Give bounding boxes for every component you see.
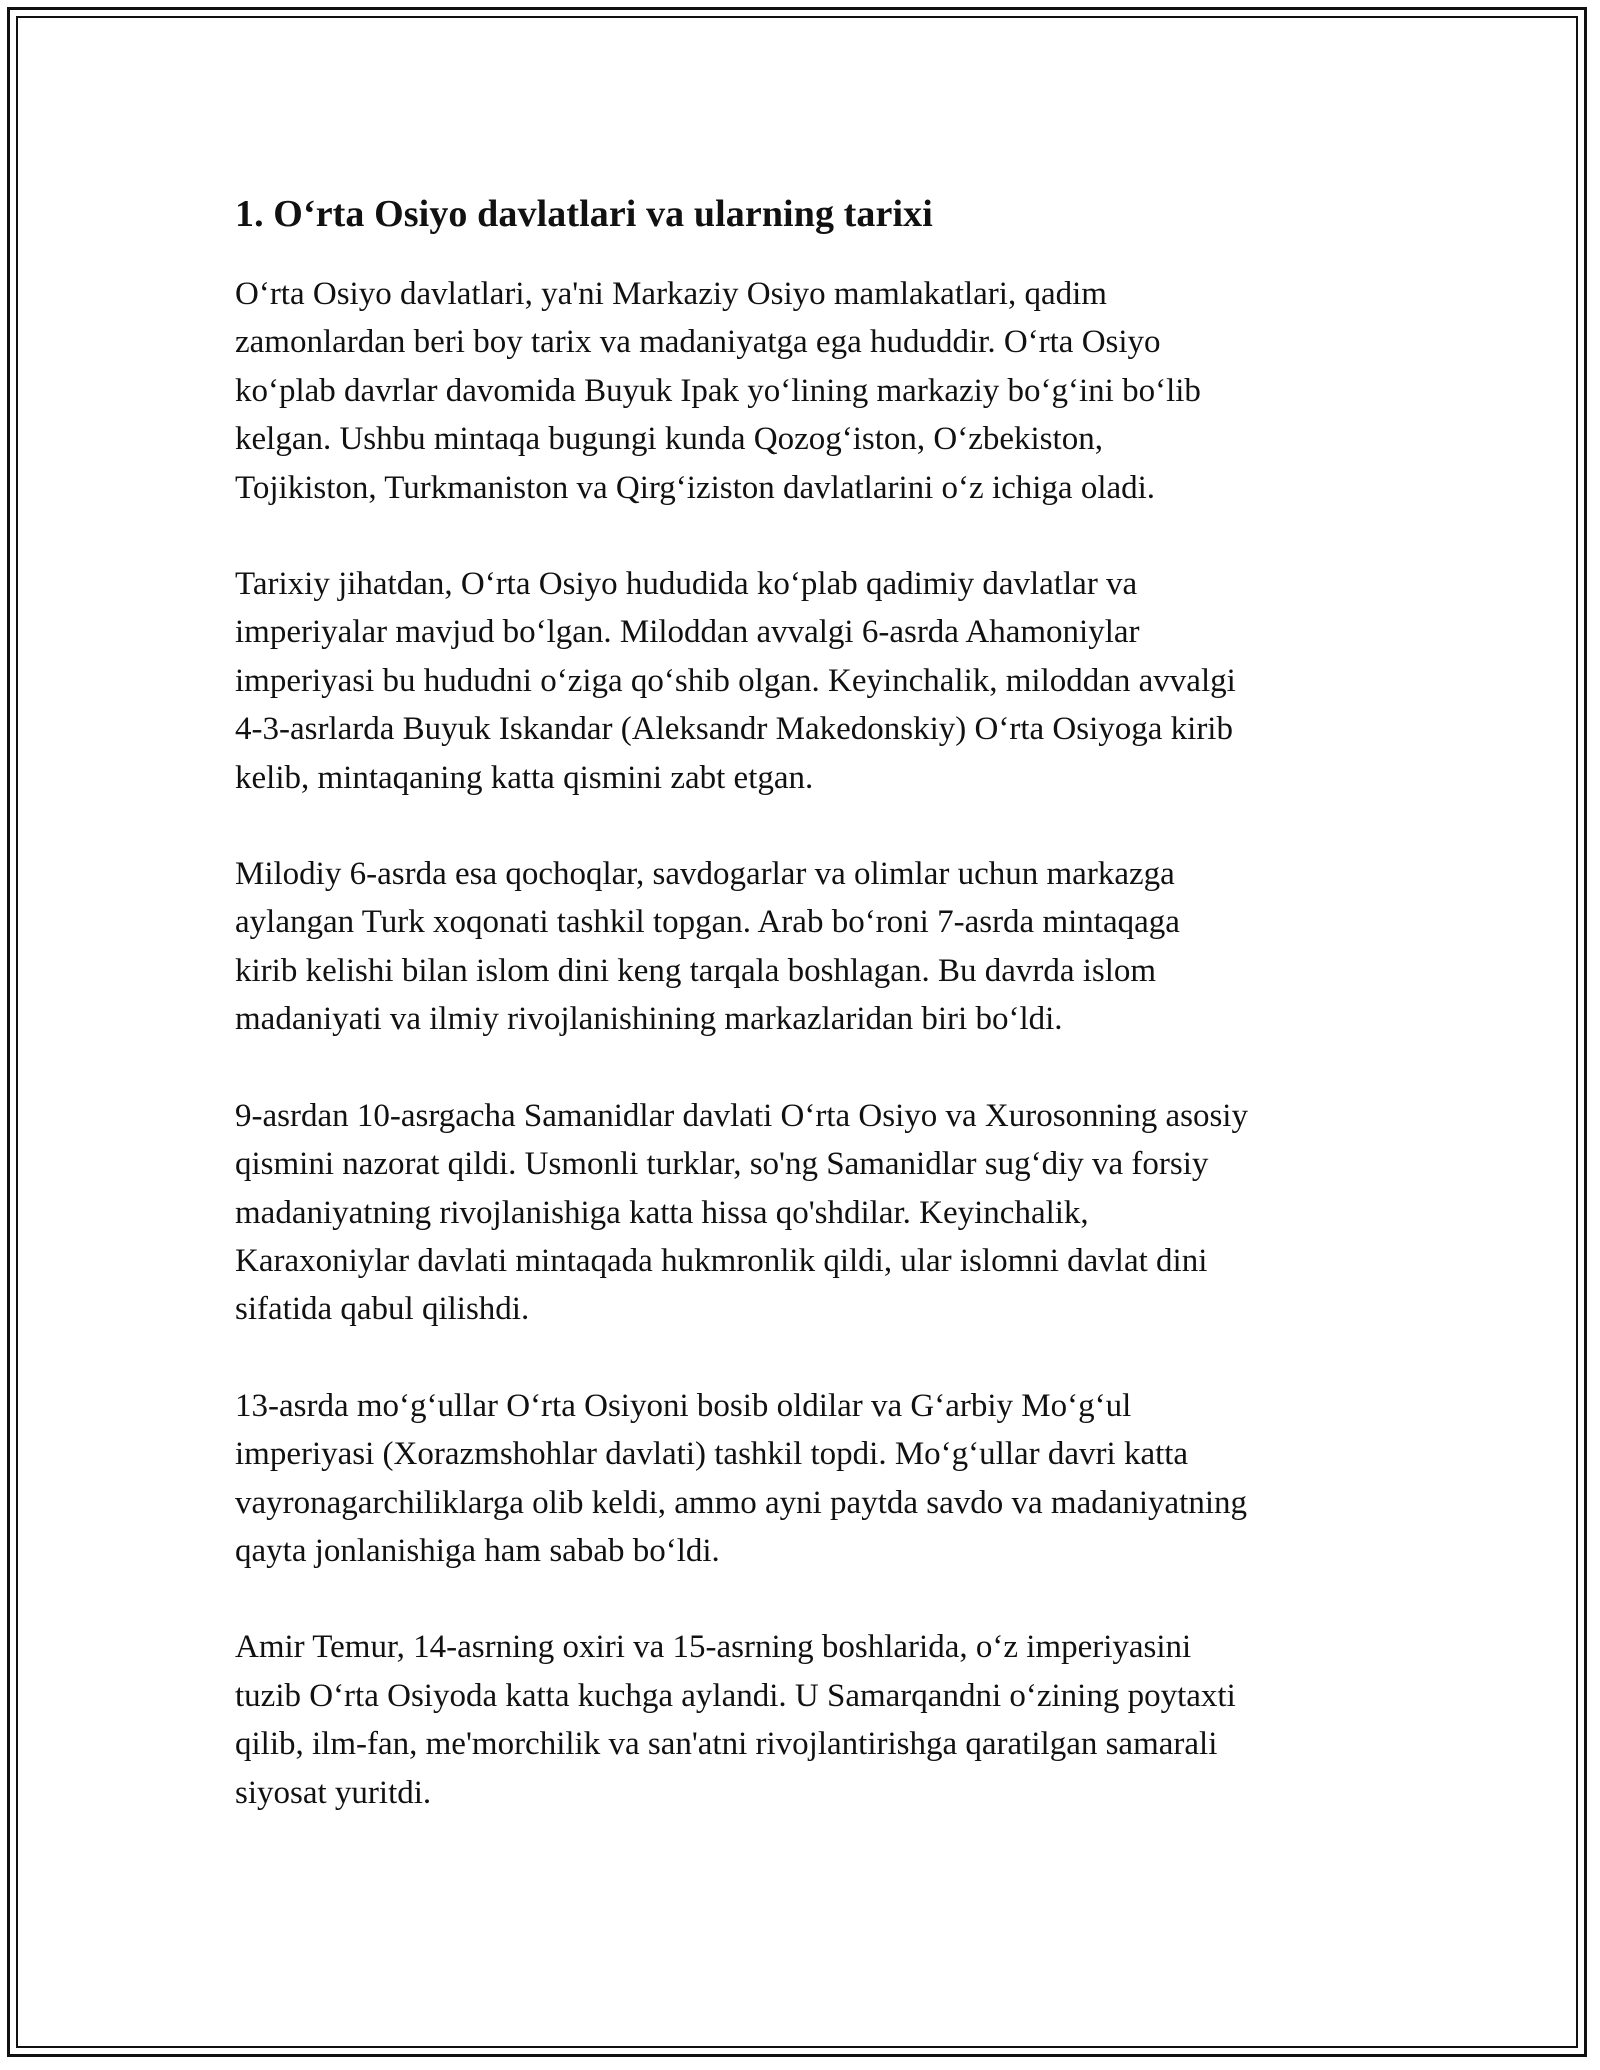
paragraph-line: madaniyati va ilmiy rivojlanishining markazlaridan biri bo‘ldi. xyxy=(235,1001,1063,1038)
paragraph-2 xyxy=(235,560,1375,802)
paragraph-1 xyxy=(235,270,1375,512)
paragraph-line: zamonlardan beri boy tarix va madaniyatga ega hududdir. O‘rta Osiyo xyxy=(235,324,1161,361)
paragraph-line: 9-asrdan 10-asrgacha Samanidlar davlati O‘rta Osiyo va Xurosonning asosiy xyxy=(235,1097,1248,1134)
paragraph-line: imperiyalar mavjud bo‘lgan. Miloddan avvalgi 6-asrda Ahamoniylar xyxy=(235,614,1140,651)
paragraph-line: O‘rta Osiyo davlatlari, ya'ni Markaziy Osiyo mamlakatlari, qadim xyxy=(235,276,1107,312)
paragraph-line: 4-3-asrlarda Buyuk Iskandar (Aleksandr Makedonskiy) O‘rta Osiyoga kirib xyxy=(235,711,1233,748)
paragraph-line: siyosat yuritdi. xyxy=(235,1774,432,1811)
paragraph-line: Amir Temur, 14-asrning oxiri va 15-asrning boshlarida, o‘z imperiyasini xyxy=(235,1629,1192,1666)
paragraph-line: kirib kelishi bilan islom dini keng tarqala boshlagan. Bu davrda islom xyxy=(235,952,1157,989)
paragraph-4 xyxy=(235,1092,1375,1334)
document-body xyxy=(235,190,1375,1865)
paragraph-line: qilib, ilm-fan, me'morchilik va san'atni rivojlantirishga qaratilgan samarali xyxy=(235,1726,1218,1763)
section-title: 1. O‘rta Osiyo davlatlari va ularning tarixi xyxy=(235,193,933,235)
paragraph-line: imperiyasi bu hududni o‘ziga qo‘shib olgan. Keyinchalik, miloddan avvalgi xyxy=(235,662,1236,699)
paragraph-5 xyxy=(235,1382,1375,1576)
paragraph-line: Karaxoniylar davlati mintaqada hukmronlik qildi, ular islomni davlat dini xyxy=(235,1242,1208,1279)
paragraph-line: Tojikiston, Turkmaniston va Qirg‘iziston davlatlarini o‘z ichiga oladi. xyxy=(235,469,1156,506)
paragraph-line: qismini nazorat qildi. Usmonli turklar, so'ng Samanidlar sug‘diy va forsiy xyxy=(235,1146,1209,1183)
paragraph-3 xyxy=(235,850,1375,1044)
paragraph-line: kelgan. Ushbu mintaqa bugungi kunda Qozog‘iston, O‘zbekiston, xyxy=(235,421,1103,458)
paragraph-line: kelib, mintaqaning katta qismini zabt etgan. xyxy=(235,759,814,796)
paragraph-line: Milodiy 6-asrda esa qochoqlar, savdogarlar va olimlar uchun markazga xyxy=(235,856,1175,893)
paragraph-line: madaniyatning rivojlanishiga katta hissa qo'shdilar. Keyinchalik, xyxy=(235,1194,1089,1231)
paragraph-line: aylangan Turk xoqonati tashkil topgan. Arab bo‘roni 7-asrda mintaqaga xyxy=(235,904,1180,941)
paragraph-line: 13-asrda mo‘g‘ullar O‘rta Osiyoni bosib oldilar va G‘arbiy Mo‘g‘ul xyxy=(235,1387,1132,1424)
paragraph-line: Tarixiy jihatdan, O‘rta Osiyo hududida ko‘plab qadimiy davlatlar va xyxy=(235,566,1138,603)
paragraph-line: imperiyasi (Xorazmshohlar davlati) tashkil topdi. Mo‘g‘ullar davri katta xyxy=(235,1436,1189,1473)
paragraph-line: qayta jonlanishiga ham sabab bo‘ldi. xyxy=(235,1532,720,1569)
paragraph-line: ko‘plab davrlar davomida Buyuk Ipak yo‘lining markaziy bo‘g‘ini bo‘lib xyxy=(235,372,1201,409)
paragraph-line: tuzib O‘rta Osiyoda katta kuchga aylandi. U Samarqandni o‘zining poytaxti xyxy=(235,1677,1236,1714)
paragraph-line: sifatida qabul qilishdi. xyxy=(235,1291,530,1328)
paragraph-6 xyxy=(235,1623,1375,1817)
paragraph-line: vayronagarchiliklarga olib keldi, ammo ayni paytda savdo va madaniyatning xyxy=(235,1484,1248,1521)
